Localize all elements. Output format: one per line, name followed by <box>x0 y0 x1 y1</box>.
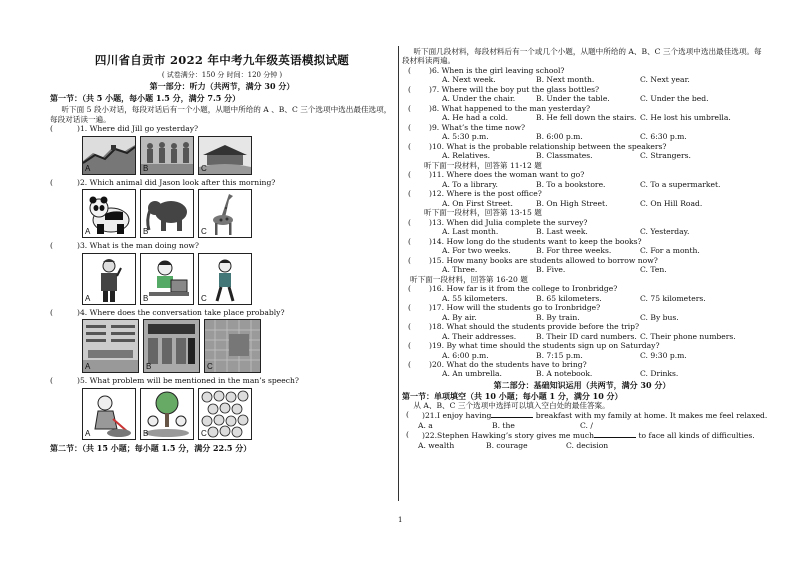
question-10: ( )10. What is the probable relationship between the speakers? <box>408 141 667 151</box>
question-11: ( )11. Where does the woman want to go? <box>408 170 585 180</box>
answer-blank[interactable] <box>594 430 636 438</box>
pollution-picture[interactable]: A <box>82 388 136 440</box>
exam-title: 四川省自贡市 2022 年中考九年级英语模拟试题 <box>94 53 350 67</box>
question-21: ( )21.I enjoy having breakfast with my family at home. It makes me feel relaxed. <box>406 410 768 421</box>
column-divider <box>398 46 399 501</box>
q5-pictures <box>50 388 394 440</box>
q22-options: A. wealth B. courage C. decision <box>418 440 609 450</box>
man-talking-picture[interactable]: A <box>82 253 136 305</box>
q7-options: A. Under the chair. B. Under the table. C. Under the bed. <box>442 94 709 104</box>
part1-title: 第一部分：听力（共两节，满分 30 分） <box>149 81 295 92</box>
question-8: ( )8. What happened to the man yesterday? <box>408 103 591 113</box>
part2-instruction: 从 A、B、C 三个选项中选择可以填入空白处的最佳答案。 <box>413 400 610 410</box>
terracotta-icon <box>141 137 193 174</box>
lead-11-12: 听下面一段材料，回答第 11-12 题 <box>424 160 542 170</box>
question-9: ( )9. What’s the time now? <box>408 122 526 132</box>
library-picture[interactable]: A <box>82 319 139 373</box>
question-5: ( )5. What problem will be mentioned in the man’s speech? <box>50 376 299 386</box>
q14-options: A. For two weeks. B. For three weeks. C. For a month. <box>442 246 700 256</box>
part2-title: 第二部分：基础知识运用（共两节，满分 30 分） <box>493 379 671 390</box>
answer-paren[interactable]: ( <box>50 124 53 134</box>
tree-icon <box>141 389 193 439</box>
q6-options: A. Next week. B. Next month. C. Next year. <box>442 75 690 85</box>
section2-instruction: 听下面几段材料，每段材料后有一个或几个小题，从题中所给的 A、B、C 三个选项中选出最佳选项。每段材料读两遍。 <box>402 47 762 66</box>
palace-picture[interactable]: C <box>198 136 252 175</box>
q21-options: A. a B. the C. / <box>418 420 593 430</box>
elephant-picture[interactable]: B <box>140 189 194 238</box>
giraffe-picture[interactable]: C <box>198 189 252 238</box>
shop-picture[interactable]: B <box>143 319 200 373</box>
lead-13-15: 听下面一段材料，回答第 13-15 题 <box>424 208 542 218</box>
q19-options: A. 6:00 p.m. B. 7:15 p.m. C. 9:30 p.m. <box>442 350 687 360</box>
office-picture[interactable]: C <box>204 319 261 373</box>
q9-options: A. 5:30 p.m. B. 6:00 p.m. C. 6:30 p.m. <box>442 132 687 142</box>
planting-picture[interactable]: B <box>140 388 194 440</box>
question-1: ( )1. Where did Jill go yesterday? <box>50 124 199 134</box>
store-icon <box>144 320 199 372</box>
terracotta-warriors-picture[interactable]: B <box>140 136 194 175</box>
trash-icon <box>83 389 135 439</box>
question-2: ( )2. Which animal did Jason look after this morning? <box>50 177 276 187</box>
q1-pictures <box>50 136 394 175</box>
q13-options: A. Last month. B. Last week. C. Yesterday. <box>442 227 690 237</box>
q15-options: A. Three. B. Five. C. Ten. <box>442 265 667 275</box>
question-22: ( )22.Stephen Hawking’s story gives me much to face all kinds of difficulties. <box>406 430 755 441</box>
bookshelf-icon <box>83 320 138 372</box>
answer-blank[interactable] <box>491 410 533 418</box>
section1-instruction: 听下面 5 段小对话，每段对话后有一个小题，从题中所给的 A 、B、C 三个选项中选出最佳选项，每段对话读一遍。 <box>50 105 392 124</box>
question-3: ( )3. What is the man doing now? <box>50 241 199 251</box>
question-7: ( )7. Where will the boy put the glass bottles? <box>408 84 600 94</box>
q3-pictures <box>50 253 394 305</box>
boy-computer-picture[interactable]: B <box>140 253 194 305</box>
part2-section1-title: 第一节：单项填空（共 10 小题；每小题 1 分，满分 10 分） <box>402 390 623 401</box>
section1-title: 第一节：（共 5 小题，每小题 1.5 分，满分 7.5 分） <box>50 93 241 104</box>
question-18: ( )18. What should the students provide before the trip? <box>408 322 640 332</box>
q4-pictures <box>50 319 394 373</box>
question-12: ( )12. Where is the post office? <box>408 189 542 199</box>
q20-options: A. An umbrella. B. A notebook. C. Drinks. <box>442 369 679 379</box>
q16-options: A. 55 kilometers. B. 65 kilometers. C. 75 kilometers. <box>442 293 706 303</box>
question-16: ( )16. How far is it from the college to Ironbridge? <box>408 284 618 294</box>
question-15: ( )15. How many books are students allowed to borrow now? <box>408 255 658 265</box>
question-19: ( )19. By what time should the students sign up on Saturday? <box>408 341 660 351</box>
question-14: ( )14. How long do the students want to keep the books? <box>408 236 642 246</box>
exam-info: ( 试卷满分：150 分 时间：120 分钟 ) <box>161 71 283 80</box>
q12-options: A. On First Street. B. On High Street. C. On Hill Road. <box>442 198 703 208</box>
question-17: ( )17. How will the students go to Ironbridge? <box>408 303 601 313</box>
question-4: ( )4. Where does the conversation take place probably? <box>50 307 285 317</box>
question-6: ( )6. When is the girl leaving school? <box>408 65 565 75</box>
section2-title: 第二节：（共 15 小题；每小题 1.5 分，满分 22.5 分） <box>50 442 252 453</box>
q17-options: A. By air. B. By train. C. By bus. <box>442 312 679 322</box>
crowd-picture[interactable]: C <box>198 388 252 440</box>
q18-options: A. Their addresses. B. Their ID card numbers. C. Their phone numbers. <box>442 331 736 341</box>
q11-options: A. To a library. B. To a bookstore. C. To a supermarket. <box>442 179 721 189</box>
lead-16-20: 听下面一段材料，回答第 16-20 题 <box>410 274 528 284</box>
tile-wall-icon <box>205 320 260 372</box>
boy-walking-picture[interactable]: C <box>198 253 252 305</box>
question-13: ( )13. When did Julia complete the survey? <box>408 217 588 227</box>
q2-pictures <box>50 189 394 238</box>
question-20: ( )20. What do the students have to bring? <box>408 359 587 369</box>
q8-options: A. He had a cold. B. He fell down the stairs. C. He lost his umbrella. <box>442 113 731 123</box>
left-column <box>50 53 394 455</box>
right-column <box>402 47 768 450</box>
page-number: 1 <box>398 516 403 524</box>
q10-options: A. Relatives. B. Classmates. C. Strangers. <box>442 151 691 161</box>
great-wall-picture[interactable]: A <box>82 136 136 175</box>
man-phone-icon <box>83 254 135 304</box>
panda-picture[interactable]: A <box>82 189 136 238</box>
panda-icon <box>83 190 135 237</box>
computer-icon <box>141 254 193 304</box>
great-wall-icon <box>83 137 135 174</box>
elephant-icon <box>141 190 193 237</box>
